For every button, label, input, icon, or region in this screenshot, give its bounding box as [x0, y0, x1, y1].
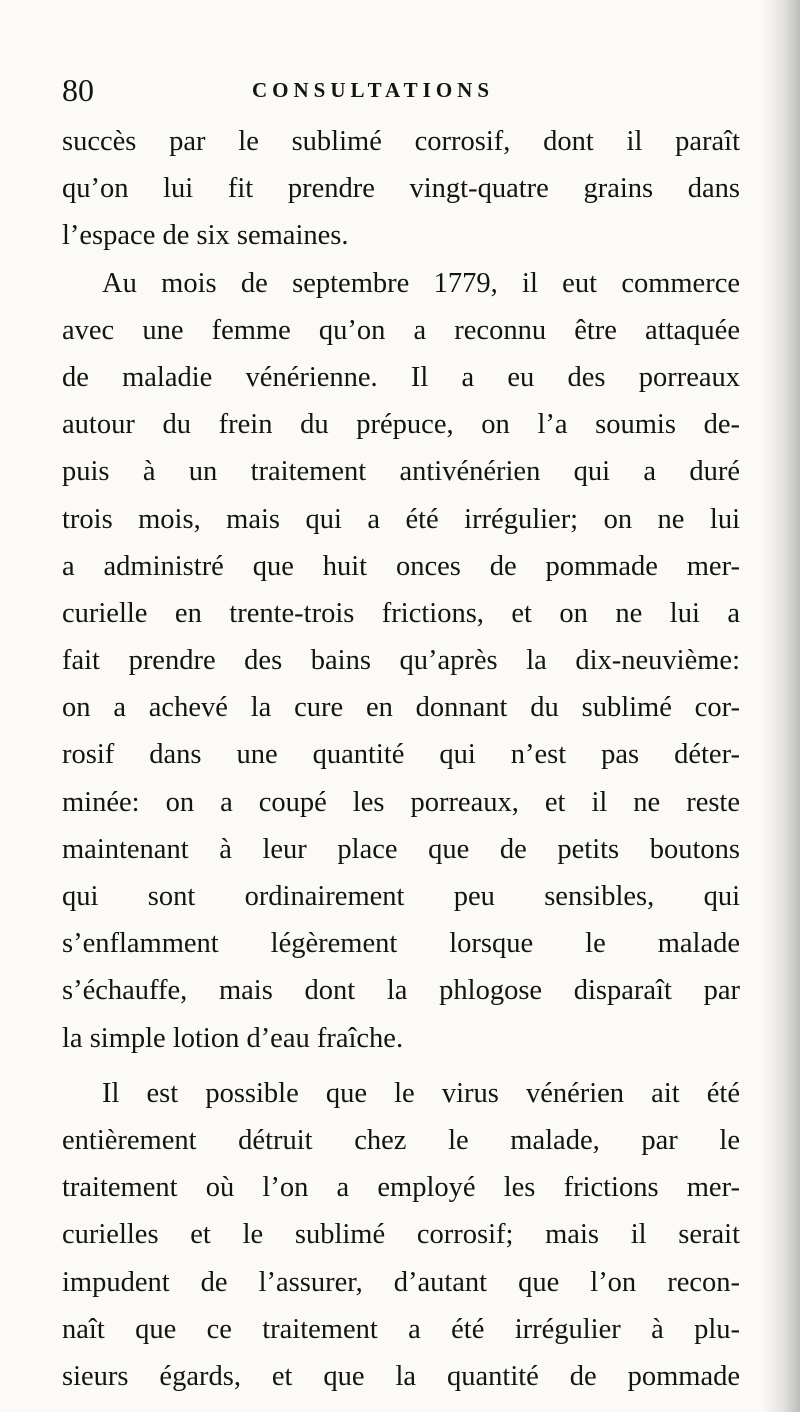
text-line: s’échauffe, mais dont la phlogose disparaît par — [62, 975, 740, 1007]
text-line: avec une femme qu’on a reconnu être attaquée — [62, 314, 740, 346]
text-line: fait prendre des bains qu’après la dix-neuvième: — [62, 645, 740, 677]
page-binding-shadow — [762, 0, 800, 1412]
text-line: sieurs égards, et que la quantité de pommade — [62, 1360, 740, 1392]
text-line: curielle en trente-trois frictions, et on ne lui a — [62, 597, 740, 629]
text-line: la simple lotion d’eau fraîche. — [62, 1022, 404, 1054]
text-line: qu’on lui fit prendre vingt-quatre grains dans — [62, 173, 740, 205]
text-line: qui sont ordinairement peu sensibles, qui — [62, 881, 740, 912]
text-line: maintenant à leur place que de petits boutons — [62, 833, 740, 865]
page-number: 80 — [62, 72, 94, 108]
text-line: on a achevé la cure en donnant du sublimé cor- — [62, 692, 740, 724]
text-line: Il est possible que le virus vénérien ait été — [102, 1077, 740, 1109]
running-title: CONSULTATIONS — [252, 78, 495, 102]
text-line: naît que ce traitement a été irrégulier à plu- — [62, 1313, 740, 1345]
text-line: rosif dans une quantité qui n’est pas déter- — [62, 739, 740, 771]
text-line: Au mois de septembre 1779, il eut commerce — [102, 267, 740, 299]
page-header — [62, 70, 742, 110]
text-line: puis à un traitement antivénérien qui a duré — [62, 456, 740, 488]
text-line: s’enflamment légèrement lorsque le malade — [62, 928, 740, 960]
text-line: entièrement détruit chez le malade, par le — [62, 1124, 740, 1156]
text-line: minée: on a coupé les porreaux, et il ne reste — [62, 786, 740, 818]
text-line: impudent de l’assurer, d’autant que l’on recon- — [62, 1266, 740, 1298]
body-text — [62, 118, 740, 1400]
paragraph — [62, 260, 740, 1062]
text-line: traitement où l’on a employé les frictions mer- — [62, 1172, 740, 1204]
text-line: l’espace de six semaines. — [62, 220, 349, 252]
text-line: a administré que huit onces de pommade mer- — [62, 550, 740, 582]
paragraph-gap — [62, 1062, 740, 1070]
text-line: de maladie vénérienne. Il a eu des porreaux — [62, 361, 740, 393]
text-line: succès par le sublimé corrosif, dont il paraît — [62, 126, 740, 157]
text-line: curielles et le sublimé corrosif; mais il serait — [62, 1219, 740, 1251]
paragraph — [62, 118, 740, 260]
text-line: autour du frein du prépuce, on l’a soumis de- — [62, 409, 740, 441]
paragraph — [62, 1070, 740, 1400]
text-line: trois mois, mais qui a été irrégulier; on ne lui — [62, 503, 740, 535]
